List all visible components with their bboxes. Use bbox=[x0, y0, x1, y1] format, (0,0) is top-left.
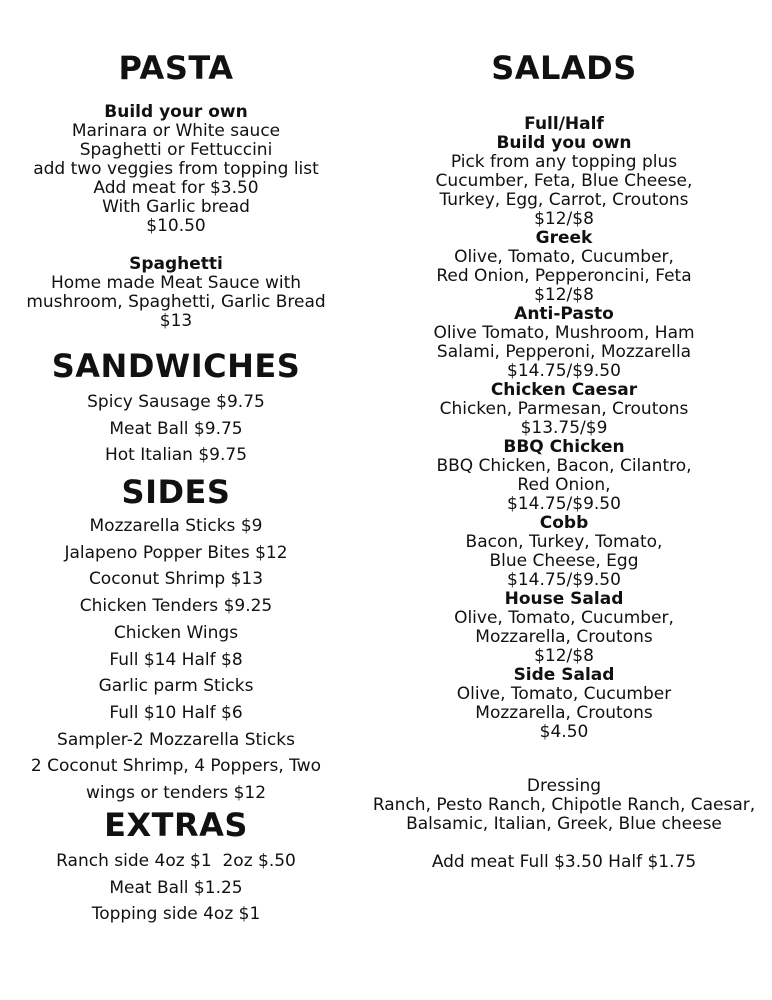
menu-item-price: $13 bbox=[159, 311, 193, 331]
menu-item-name: Anti-Pasto bbox=[514, 304, 614, 324]
salad-item-bbq-chicken bbox=[372, 438, 756, 514]
list-item: Full $10 Half $6 bbox=[109, 702, 243, 723]
list-item: Sampler-2 Mozzarella Sticks bbox=[57, 729, 295, 750]
sides-heading: SIDES bbox=[121, 473, 231, 511]
dressing-line: Ranch, Pesto Ranch, Chipotle Ranch, Caesar, bbox=[372, 795, 756, 815]
menu-item-line: Olive, Tomato, Cucumber, bbox=[454, 247, 674, 267]
menu-item-price: $14.75/$9.50 bbox=[507, 361, 621, 381]
list-item: Full $14 Half $8 bbox=[109, 649, 243, 670]
list-item: Chicken Tenders $9.25 bbox=[79, 596, 273, 617]
menu-item-line: Turkey, Egg, Carrot, Croutons bbox=[439, 190, 689, 210]
menu-item-name: Build you own bbox=[496, 133, 632, 153]
menu-item-name: Cobb bbox=[539, 513, 589, 533]
menu-item-line: Marinara or White sauce bbox=[71, 121, 281, 141]
pasta-item-build-your-own bbox=[12, 103, 340, 236]
list-item: Topping side 4oz $1 bbox=[91, 904, 261, 925]
menu-item-price: $10.50 bbox=[146, 216, 206, 236]
dressing-line: Balsamic, Italian, Greek, Blue cheese bbox=[406, 814, 722, 834]
list-item: Garlic parm Sticks bbox=[98, 676, 254, 697]
menu-item-line: mushroom, Spaghetti, Garlic Bread bbox=[26, 292, 326, 312]
menu-item-line: Olive, Tomato, Cucumber, bbox=[454, 608, 674, 628]
list-item: Meat Ball $1.25 bbox=[109, 877, 243, 898]
menu-item-line: Olive, Tomato, Cucumber bbox=[456, 684, 672, 704]
menu-item-line: BBQ Chicken, Bacon, Cilantro, bbox=[436, 456, 692, 476]
menu-item-line: Cucumber, Feta, Blue Cheese, bbox=[435, 171, 693, 191]
sandwiches-list bbox=[12, 389, 340, 469]
extras-heading: EXTRAS bbox=[104, 806, 248, 844]
menu-item-line: Mozzarella, Croutons bbox=[475, 627, 653, 647]
pasta-item-spaghetti bbox=[12, 255, 340, 331]
right-column bbox=[372, 0, 756, 1000]
menu-item-line: Red Onion, bbox=[517, 475, 611, 495]
sandwiches-heading: SANDWICHES bbox=[51, 347, 301, 385]
list-item: Coconut Shrimp $13 bbox=[88, 569, 264, 590]
salad-item-house-salad bbox=[372, 590, 756, 666]
menu-item-name: Chicken Caesar bbox=[490, 380, 638, 400]
salad-item-anti-pasto bbox=[372, 305, 756, 381]
add-meat-note: Add meat Full $3.50 Half $1.75 bbox=[431, 852, 697, 872]
menu-item-price: $4.50 bbox=[539, 722, 589, 742]
menu-item-line: Home made Meat Sauce with bbox=[50, 273, 302, 293]
menu-item-line: Salami, Pepperoni, Mozzarella bbox=[436, 342, 692, 362]
menu-item-line: add two veggies from topping list bbox=[33, 159, 319, 179]
salad-item-build-you-own bbox=[372, 134, 756, 229]
menu-item-name: House Salad bbox=[504, 589, 624, 609]
menu-item-line: With Garlic bread bbox=[102, 197, 250, 217]
menu-item-price: $12/$8 bbox=[534, 646, 594, 666]
list-item: Chicken Wings bbox=[113, 622, 239, 643]
list-item: Spicy Sausage $9.75 bbox=[87, 392, 265, 412]
pasta-heading: PASTA bbox=[118, 49, 234, 87]
extras-list bbox=[12, 848, 340, 928]
dressing-title: Dressing bbox=[526, 776, 602, 796]
list-item: Mozzarella Sticks $9 bbox=[89, 516, 263, 536]
menu-item-price: $12/$8 bbox=[534, 209, 594, 229]
salads-list bbox=[372, 115, 756, 742]
menu-item-line: Blue Cheese, Egg bbox=[489, 551, 639, 571]
list-item: Hot Italian $9.75 bbox=[104, 445, 248, 466]
list-item: wings or tenders $12 bbox=[85, 783, 267, 804]
menu-item-line: Chicken, Parmesan, Croutons bbox=[439, 399, 689, 419]
salad-item-cobb bbox=[372, 514, 756, 590]
salad-item-greek bbox=[372, 229, 756, 305]
menu-item-line: Mozzarella, Croutons bbox=[475, 703, 653, 723]
menu-item-price: $14.75/$9.50 bbox=[507, 494, 621, 514]
menu-item-name: Greek bbox=[535, 228, 593, 248]
menu-item-name: Build your own bbox=[104, 102, 248, 122]
list-item: Meat Ball $9.75 bbox=[109, 418, 243, 439]
menu-item-name: BBQ Chicken bbox=[503, 437, 625, 457]
list-item: Jalapeno Popper Bites $12 bbox=[64, 542, 288, 563]
list-item: Ranch side 4oz $1 2oz $.50 bbox=[56, 851, 296, 871]
menu-item-price: $14.75/$9.50 bbox=[507, 570, 621, 590]
menu-item-line: Spaghetti or Fettuccini bbox=[79, 140, 273, 160]
list-item: 2 Coconut Shrimp, 4 Poppers, Two bbox=[30, 756, 322, 777]
menu-item-name: Spaghetti bbox=[129, 254, 223, 274]
salads-heading: SALADS bbox=[491, 49, 637, 87]
menu-item-line: Pick from any topping plus bbox=[450, 152, 678, 172]
salads-size-note: Full/Half bbox=[524, 114, 604, 134]
menu-item-price: $12/$8 bbox=[534, 285, 594, 305]
menu-item-line: Olive Tomato, Mushroom, Ham bbox=[433, 323, 695, 343]
sides-list bbox=[12, 513, 340, 807]
menu-item-price: $13.75/$9 bbox=[520, 418, 608, 438]
menu-item-line: Red Onion, Pepperoncini, Feta bbox=[436, 266, 692, 286]
dressing-section bbox=[372, 777, 756, 834]
left-column bbox=[12, 0, 340, 1000]
salad-item-side-salad bbox=[372, 666, 756, 742]
salad-item-chicken-caesar bbox=[372, 381, 756, 438]
menu-item-line: Bacon, Turkey, Tomato, bbox=[465, 532, 663, 552]
menu-item-name: Side Salad bbox=[513, 665, 615, 685]
menu-item-line: Add meat for $3.50 bbox=[93, 178, 259, 198]
